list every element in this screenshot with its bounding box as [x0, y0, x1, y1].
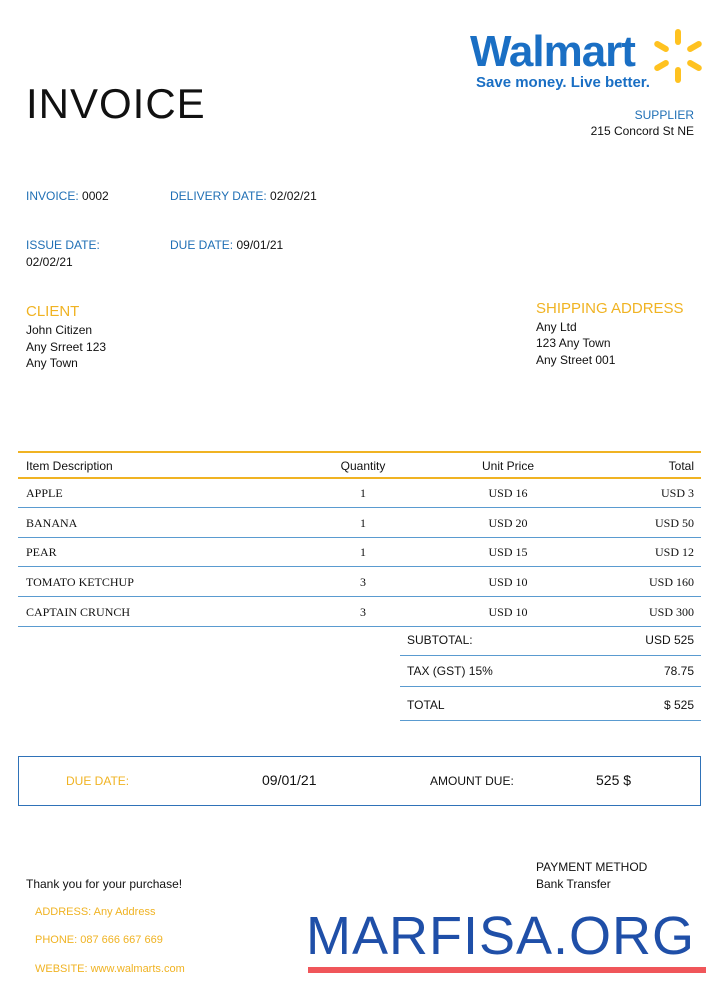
- payment-method: Bank Transfer: [536, 877, 611, 891]
- watermark: MARFISA.ORG: [306, 906, 696, 966]
- page-title: INVOICE: [26, 80, 206, 127]
- cell-line-total: USD 300: [648, 604, 694, 619]
- cell-item-description: PEAR: [26, 545, 57, 560]
- cell-item-description: BANANA: [26, 515, 78, 530]
- col-header-quantity: Quantity: [340, 459, 386, 473]
- supplier-address: 215 Concord St NE: [590, 124, 694, 138]
- cell-quantity: 1: [360, 515, 366, 530]
- spark-icon: [650, 28, 706, 84]
- cell-line-total: USD 160: [648, 575, 694, 590]
- footer-address: ADDRESS: Any Address: [35, 906, 156, 918]
- cell-unit-price: USD 10: [488, 604, 528, 619]
- client-line: John Citizen: [26, 323, 93, 337]
- summary-divider: [400, 655, 701, 656]
- due-box-date-label: DUE DATE:: [66, 774, 130, 788]
- issue-date-label: ISSUE DATE:: [26, 238, 100, 252]
- summary-label: TOTAL: [407, 698, 445, 712]
- summary-divider: [400, 720, 701, 721]
- cell-quantity: 3: [360, 604, 366, 619]
- row-divider: [18, 596, 701, 597]
- col-header-total: Total: [668, 459, 694, 473]
- summary-value: $ 525: [663, 698, 694, 712]
- cell-quantity: 1: [360, 486, 366, 500]
- summary-label: TAX (GST) 15%: [407, 664, 493, 678]
- shipping-line: Any Street 001: [536, 353, 616, 367]
- delivery-date: 02/02/21: [270, 189, 317, 203]
- cell-line-total: USD 12: [654, 545, 694, 560]
- footer-phone: PHONE: 087 666 667 669: [35, 934, 163, 946]
- cell-unit-price: USD 20: [488, 515, 528, 530]
- row-divider: [18, 507, 701, 508]
- cell-quantity: 1: [360, 545, 366, 560]
- client-line: Any Srreet 123: [26, 340, 107, 354]
- cell-unit-price: USD 16: [488, 486, 528, 500]
- amount-due-label: AMOUNT DUE:: [430, 774, 514, 788]
- row-divider: [18, 626, 701, 627]
- supplier-label: SUPPLIER: [634, 108, 694, 122]
- walmart-logo: [470, 27, 650, 91]
- thank-you: Thank you for your purchase!: [26, 877, 183, 891]
- logo-tagline: Save money. Live better.: [476, 74, 650, 91]
- cell-line-total: USD 50: [654, 515, 694, 530]
- row-divider: [18, 537, 701, 538]
- invoice-number: 0002: [82, 189, 109, 203]
- amount-due: 525 $: [596, 772, 632, 788]
- cell-line-total: USD 3: [660, 486, 694, 500]
- logo-brand: Walmart: [470, 27, 635, 76]
- payment-method-label: PAYMENT METHOD: [536, 860, 648, 874]
- watermark-underline: [308, 967, 706, 973]
- col-header-unit-price: Unit Price: [481, 459, 534, 473]
- cell-item-description: APPLE: [26, 486, 63, 500]
- cell-unit-price: USD 10: [488, 575, 528, 590]
- summary-label: SUBTOTAL:: [407, 633, 473, 647]
- due-date-label: DUE DATE:: [170, 238, 234, 252]
- invoice-label: INVOICE:: [26, 189, 79, 203]
- footer-website[interactable]: WEBSITE: www.walmarts.com: [35, 963, 185, 975]
- delivery-date-label: DELIVERY DATE:: [170, 189, 267, 203]
- shipping-line: Any Ltd: [536, 320, 577, 334]
- due-date: 09/01/21: [236, 238, 284, 252]
- cell-quantity: 3: [360, 575, 366, 590]
- summary-value: USD 525: [645, 633, 694, 647]
- due-box-date: 09/01/21: [262, 772, 317, 788]
- issue-date: 02/02/21: [26, 255, 73, 269]
- summary-divider: [400, 686, 701, 687]
- summary-value: 78.75: [663, 664, 694, 678]
- cell-unit-price: USD 15: [488, 545, 528, 560]
- col-header-description: Item Description: [26, 459, 113, 473]
- client-label: CLIENT: [26, 303, 80, 320]
- row-divider: [18, 566, 701, 567]
- shipping-line: 123 Any Town: [536, 336, 611, 350]
- cell-item-description: TOMATO KETCHUP: [26, 575, 134, 590]
- cell-item-description: CAPTAIN CRUNCH: [26, 604, 131, 619]
- client-line: Any Town: [26, 356, 78, 370]
- shipping-label: SHIPPING ADDRESS: [536, 300, 684, 317]
